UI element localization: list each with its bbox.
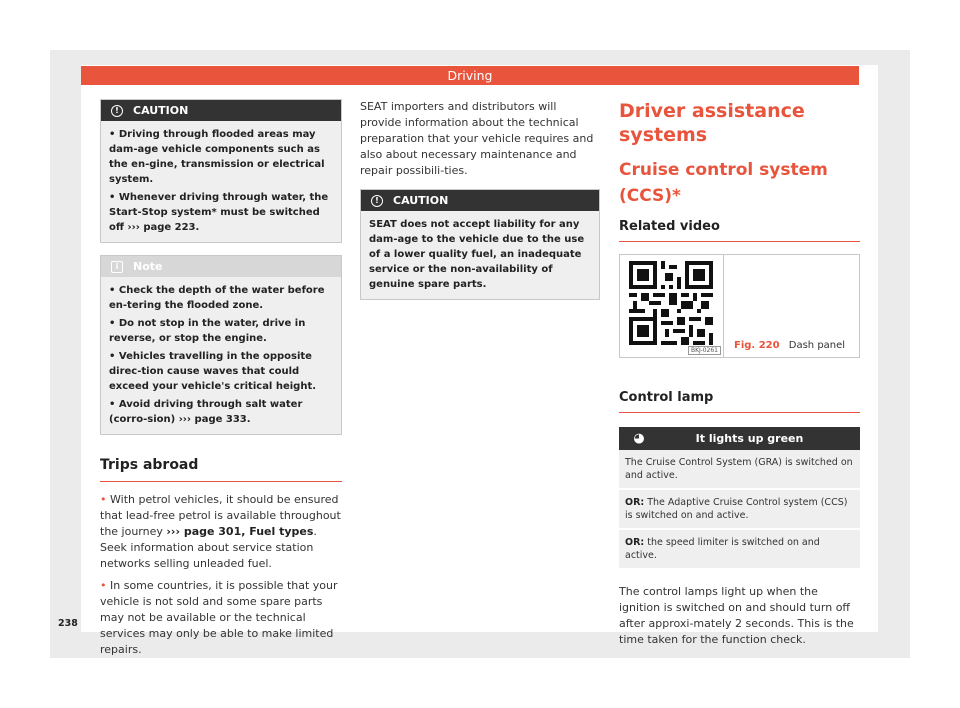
page-link[interactable]: ››› page 223. <box>127 222 200 233</box>
note-heading: Note <box>133 260 163 273</box>
info-icon: i <box>111 261 123 273</box>
column-left <box>100 99 342 664</box>
warning-icon: ! <box>371 195 383 207</box>
figure-number: Fig. 220 <box>734 340 780 351</box>
note-box <box>100 255 342 435</box>
intro-text <box>360 99 600 179</box>
caution-item: • Driving through flooded areas may dam-age vehicle components such as the en-gine, transmission or electrical system. <box>109 127 333 187</box>
lamp-row: OR: the speed limiter is switched on and active. <box>619 530 860 570</box>
note-body <box>101 277 341 434</box>
caution-body <box>101 121 341 242</box>
column-right <box>619 99 860 654</box>
figure-box <box>619 254 860 358</box>
chapter-title: Driver assistance systems <box>619 100 805 146</box>
qr-code[interactable] <box>620 255 724 357</box>
note-item: • Vehicles travelling in the opposite direc-tion cause waves that could exceed your vehicle's critical height. <box>109 349 333 394</box>
section-title: Cruise control system (CCS)* <box>619 160 828 206</box>
caution-box <box>100 99 342 243</box>
trips-paragraph: • In some countries, it is possible that your vehicle is not sold and some spare parts may not be available or the technical services may only be able to make limited repairs. <box>100 578 342 658</box>
control-lamp-table <box>619 427 860 570</box>
outro-paragraph: The control lamps light up when the ignition is switched on and should turn off after approxi-mately 2 seconds. This is the time taken for the function check. <box>619 585 854 646</box>
caution-item: • Whenever driving through water, the Start-Stop system* must be switched off ››› page 223. <box>109 190 333 235</box>
trips-text <box>100 492 342 658</box>
lamp-row: OR: The Adaptive Cruise Control system (CCS) is switched on and active. <box>619 490 860 530</box>
note-header <box>101 256 341 277</box>
lamp-heading: It lights up green <box>695 432 804 445</box>
caution-text: SEAT does not accept liability for any dam-age to the vehicle due to the use of a lower quality fuel, an inadequate service or the non-availability of genuine spare parts. <box>369 219 585 290</box>
column-middle <box>360 99 600 312</box>
caution-heading: CAUTION <box>133 104 189 117</box>
related-video-heading: Related video <box>619 219 860 242</box>
note-item: • Check the depth of the water before en-tering the flooded zone. <box>109 283 333 313</box>
note-item: • Do not stop in the water, drive in reverse, or stop the engine. <box>109 316 333 346</box>
control-lamp-heading: Control lamp <box>619 390 860 413</box>
trips-paragraph: • With petrol vehicles, it should be ensured that lead-free petrol is available throughout the journey ››› page 301, Fuel types. Seek information about service station networks selling unleaded fuel. <box>100 492 342 572</box>
figure-caption <box>724 340 845 357</box>
lamp-row: The Cruise Control System (GRA) is switched on and active. <box>619 450 860 490</box>
caution-header <box>101 100 341 121</box>
section-header: Driving <box>81 66 859 85</box>
qr-code-icon <box>628 261 714 345</box>
caution-header <box>361 190 599 211</box>
figure-caption-text: Dash panel <box>788 340 846 351</box>
intro-paragraph: SEAT importers and distributors will provide information about the technical preparation that your vehicle requires and also about necessary maintenance and repair possibili-ties. <box>360 100 594 177</box>
outro-text <box>619 584 860 648</box>
page-number: 238 <box>58 618 78 629</box>
caution-body <box>361 211 599 299</box>
page-link[interactable]: ››› page 301, Fuel types <box>166 525 314 538</box>
caution-box-2 <box>360 189 600 300</box>
note-item: • Avoid driving through salt water (corro-sion) ››› page 333. <box>109 397 333 427</box>
page-link[interactable]: ››› page 333. <box>178 414 251 425</box>
trips-heading: Trips abroad <box>100 457 342 482</box>
figure-code: BKJ-0261 <box>688 346 721 355</box>
caution-heading: CAUTION <box>393 194 449 207</box>
lamp-header <box>619 427 860 450</box>
warning-icon: ! <box>111 105 123 117</box>
speedometer-icon: ◕ <box>633 431 645 446</box>
